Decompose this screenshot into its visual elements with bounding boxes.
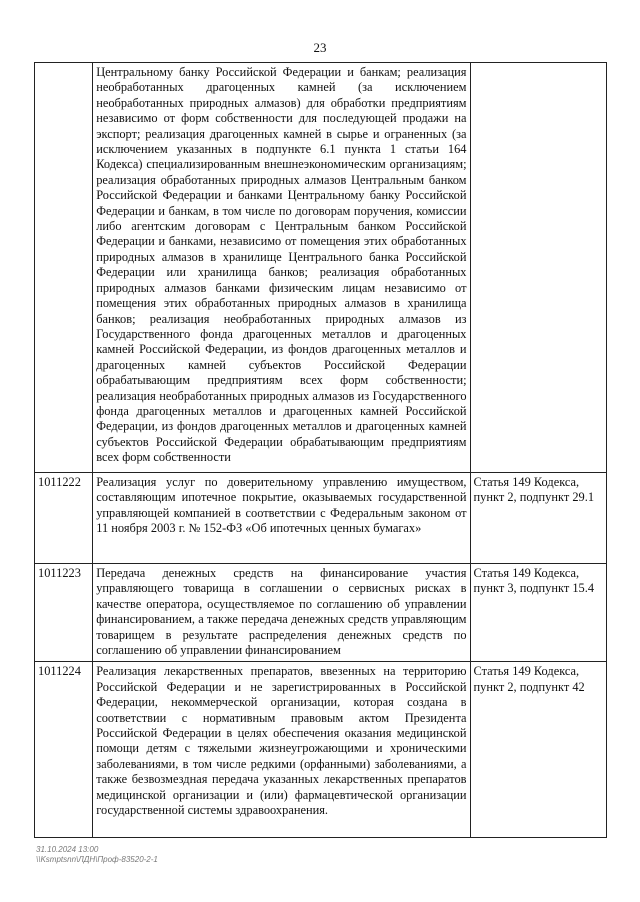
row-reference: Статья 149 Кодекса, пункт 3, подпункт 15.4: [470, 564, 606, 662]
document-table: [34, 62, 607, 838]
print-timestamp: 31.10.2024 13:00: [36, 845, 99, 854]
table-row: [35, 662, 607, 838]
row-reference: Статья 149 Кодекса, пункт 2, подпункт 29.1: [470, 473, 606, 564]
row-reference: Статья 149 Кодекса, пункт 2, подпункт 42: [470, 662, 606, 838]
row-description: Передача денежных средств на финансирование участия управляющего товарища в соглашении о сервисных рисках в качестве оператора, осуществляемое по соглашению об управлении финансированием, а также передача денежных средств управляющим товарищем в результате распределения денежных средств по соглашению об управлении финансированием: [93, 564, 470, 662]
table-row: [35, 473, 607, 564]
row-reference: [470, 63, 606, 473]
row-description: Реализация лекарственных препаратов, ввезенных на территорию Российской Федерации и не зарегистрированных в Российской Федерации, некоммерческой организации, которая создана в соответствии с нормативным правовым актом Президента Российской Федерации в целях обеспечения оказания медицинской помощи детям с тяжелыми жизнеугрожающими и хроническими заболеваниями, в том числе редкими (орфанными) заболеваниями, а также безвозмездная передача указанных лекарственных препаратов медицинской организации и (или) фармацевтической организации государственной системы здравоохранения.: [93, 662, 470, 838]
page-number: 23: [313, 40, 327, 55]
row-code: 1011224: [35, 662, 93, 838]
row-description: Реализация услуг по доверительному управлению имуществом, составляющим ипотечное покрытие, оказываемых государственной управляющей компанией в соответствии с Федеральным законом от 11 ноября 2003 г. № 152-ФЗ «Об ипотечных ценных бумагах»: [93, 473, 470, 564]
print-footer: [36, 845, 158, 865]
row-code: [35, 63, 93, 473]
table-row: [35, 564, 607, 662]
row-code: 1011223: [35, 564, 93, 662]
row-description: Центральному банку Российской Федерации и банкам; реализация необработанных драгоценных камней (за исключением необработанных природных алмазов) для обработки предприятиям независимо от форм собственности для последующей продажи на экспорт; реализация драгоценных камней в сырье и ограненных (за исключением указанных в подпункте 6.1 пункта 1 статьи 164 Кодекса) специализированным внешнеэкономическим организациям; реализация обработанных природных алмазов Центральным банком Российской Федерации и банками Центральному банку Российской Федерации и банкам, в том числе по договорам поручения, комиссии либо агентским договорам с Центральным банком Российской Федерации и банками, независимо от помещения этих обработанных природных алмазов в хранилище Центрального банка Российской Федерации или хранилища банков; реализация обработанных природных алмазов банками физическим лицам независимо от помещения этих обработанных природных алмазов в хранилища банков; реализация необработанных природных алмазов из Государственного фонда драгоценных металлов и драгоценных камней Российской Федерации, из фондов драгоценных металлов и драгоценных камней субъектов Российской Федерации обрабатывающим предприятиям всех форм собственности; реализация необработанных природных алмазов из Государственного фонда драгоценных металлов и драгоценных камней Российской Федерации, из фондов драгоценных металлов и драгоценных камней субъектов Российской Федерации обрабатывающим предприятиям всех форм собственности: [93, 63, 470, 473]
table-row: [35, 63, 607, 473]
file-path: \\Ksmptsnn\ЛДН\Проф-83520-2-1: [36, 855, 158, 864]
row-code: 1011222: [35, 473, 93, 564]
